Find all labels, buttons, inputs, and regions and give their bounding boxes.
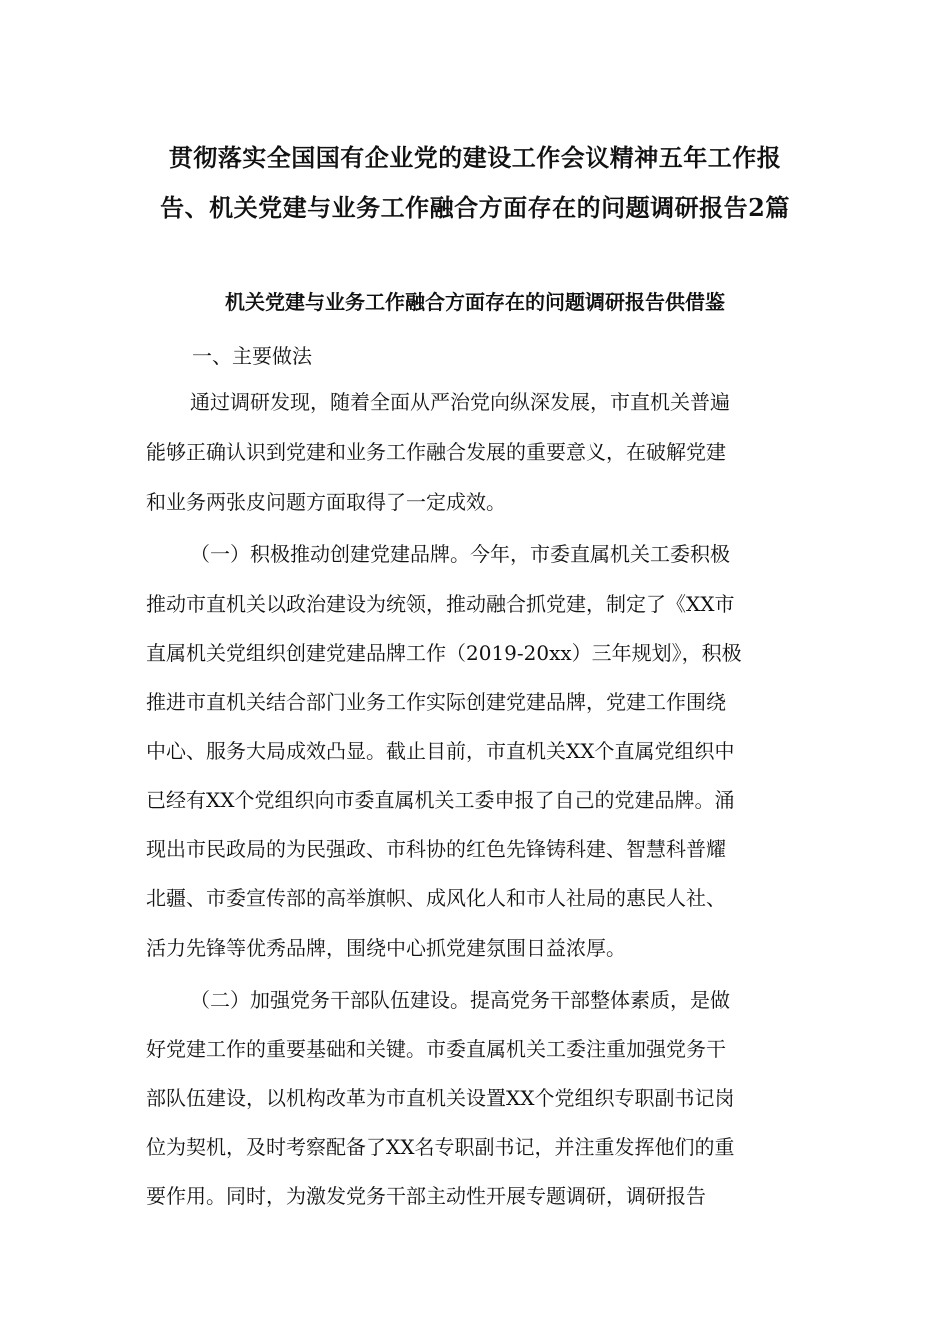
paragraph-line: 直属机关党组织创建党建品牌工作（2019-20xx）三年规划》，积极: [146, 641, 742, 665]
paragraph-line: 活力先锋等优秀品牌，围绕中心抓党建氛围日益浓厚。: [146, 936, 626, 960]
paragraph-line: （一）积极推动创建党建品牌。今年，市委直属机关工委积极: [190, 542, 730, 566]
paragraph-line: 要作用。同时，为激发党务干部主动性开展专题调研，调研报告: [146, 1184, 706, 1208]
paragraph-line: 已经有XX个党组织向市委直属机关工委申报了自己的党建品牌。涌: [146, 788, 735, 812]
paragraph-line: 中心、服务大局成效凸显。截止目前，市直机关XX个直属党组织中: [146, 739, 735, 763]
document-title-line-2: 告、机关党建与业务工作融合方面存在的问题调研报告2篇: [160, 193, 790, 222]
paragraph-line: 位为契机，及时考察配备了XX名专职副书记，并注重发挥他们的重: [146, 1135, 735, 1159]
paragraph-line: 现出市民政局的为民强政、市科协的红色先锋铸科建、智慧科普耀: [146, 837, 726, 861]
paragraph-line: 推动市直机关以政治建设为统领，推动融合抓党建，制定了《XX市: [146, 592, 735, 616]
paragraph-line: 通过调研发现，随着全面从严治党向纵深发展，市直机关普遍: [190, 390, 730, 414]
paragraph-line: （二）加强党务干部队伍建设。提高党务干部整体素质，是做: [190, 988, 730, 1012]
report-subtitle: 机关党建与业务工作融合方面存在的问题调研报告供借鉴: [225, 290, 725, 314]
paragraph-line: 好党建工作的重要基础和关键。市委直属机关工委注重加强党务干: [146, 1037, 726, 1061]
paragraph-line: 部队伍建设，以机构改革为市直机关设置XX个党组织专职副书记岗: [146, 1086, 735, 1110]
paragraph-line: 推进市直机关结合部门业务工作实际创建党建品牌，党建工作围绕: [146, 690, 726, 714]
paragraph-line: 北疆、市委宣传部的高举旗帜、成风化人和市人社局的惠民人社、: [146, 886, 726, 910]
document-title-line-1: 贯彻落实全国国有企业党的建设工作会议精神五年工作报: [168, 143, 782, 172]
paragraph-line: 和业务两张皮问题方面取得了一定成效。: [146, 490, 506, 514]
paragraph-line: 能够正确认识到党建和业务工作融合发展的重要意义，在破解党建: [146, 440, 726, 464]
section-heading: 一、主要做法: [192, 344, 312, 368]
